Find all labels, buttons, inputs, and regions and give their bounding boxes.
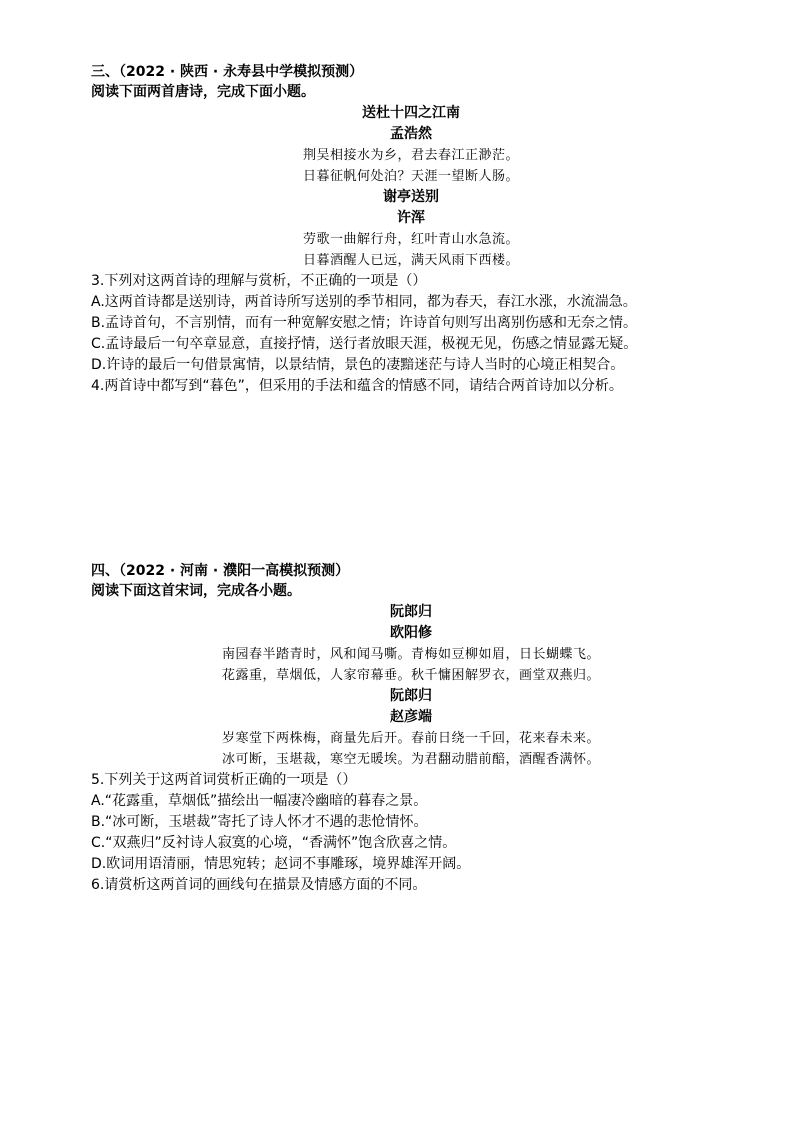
section-4-intro: 阅读下面这首宋词，完成各小题。 xyxy=(91,583,301,599)
section-3 xyxy=(91,62,731,397)
question-5: 5.下列关于这两首词赏析正确的一项是（） xyxy=(91,772,357,788)
question-option: B.孟诗首句，不言别情，而有一种宽解安慰之情；许诗首句则写出离别伤感和无奈之情。 xyxy=(91,315,638,331)
poem-line: 岁寒堂下两株梅，商量先后开。春前日绕一千回，花来春未来。 xyxy=(221,731,600,746)
poem-line: 荆吴相接水为乡，君去春江正渺茫。 xyxy=(302,148,519,163)
poem-line: 冰可断，玉堪裁，寒空无暖埃。为君翻动腊前醅，酒醒香满怀。 xyxy=(221,752,600,767)
section-3-header: 三、（2022 · 陕西 · 永寿县中学模拟预测） xyxy=(91,64,364,80)
question-6: 6.请赏析这两首词的画线句在描景及情感方面的不同。 xyxy=(91,877,427,893)
poem-title: 阮郎归 xyxy=(390,604,432,620)
question-option: B.“冰可断，玉堪裁”寄托了诗人怀才不遇的悲怆情怀。 xyxy=(91,814,428,830)
poem-author: 欧阳修 xyxy=(390,625,432,641)
question-3: 3.下列对这两首诗的理解与赏析，不正确的一项是（） xyxy=(91,273,427,289)
poem-line: 南园春半踏青时，风和闻马嘶。青梅如豆柳如眉，日长蝴蝶飞。 xyxy=(221,647,600,662)
poem-title: 谢亭送别 xyxy=(383,189,439,205)
section-4 xyxy=(91,561,731,896)
question-option: D.欧词用语清丽，情思宛转；赵词不事雕琢，境界雄浑开阔。 xyxy=(91,856,471,872)
poem-author: 许浑 xyxy=(397,210,425,226)
section-3-intro: 阅读下面两首唐诗，完成下面小题。 xyxy=(91,84,315,100)
poem-title: 阮郎归 xyxy=(390,688,432,704)
poem-title: 送杜十四之江南 xyxy=(362,105,460,121)
poem-line: 劳歌一曲解行舟，红叶青山水急流。 xyxy=(302,232,519,247)
question-option: C.“双燕归”反衬诗人寂寞的心境，“香满怀”饱含欣喜之情。 xyxy=(91,835,457,851)
question-option: A.这两首诗都是送别诗，两首诗所写送别的季节相同，都为春天，春江水涨，水流湍急。 xyxy=(91,294,637,310)
poem-line: 日暮征帆何处泊？天涯一望断人肠。 xyxy=(302,169,519,184)
poem-line: 花露重，草烟低，人家帘幕垂。秋千慵困解罗衣，画堂双燕归。 xyxy=(221,668,600,683)
question-option: C.孟诗最后一句卒章显意，直接抒情，送行者放眼天涯，极视无见，伤感之情显露无疑。 xyxy=(91,336,638,352)
question-option: D.许诗的最后一句借景寓情，以景结情，景色的凄黯迷茫与诗人当时的心境正相契合。 xyxy=(91,357,625,373)
question-option: A.“花露重，草烟低”描绘出一幅凄冷幽暗的暮春之景。 xyxy=(91,793,428,809)
question-4: 4.两首诗中都写到“暮色”，但采用的手法和蕴含的情感不同，请结合两首诗加以分析。 xyxy=(91,378,623,394)
section-4-header: 四、（2022 · 河南 · 濮阳一高模拟预测） xyxy=(91,563,350,579)
poem-author: 孟浩然 xyxy=(390,126,432,142)
poem-line: 日暮酒醒人已远，满天风雨下西楼。 xyxy=(302,253,519,268)
poem-author: 赵彦端 xyxy=(390,709,432,725)
